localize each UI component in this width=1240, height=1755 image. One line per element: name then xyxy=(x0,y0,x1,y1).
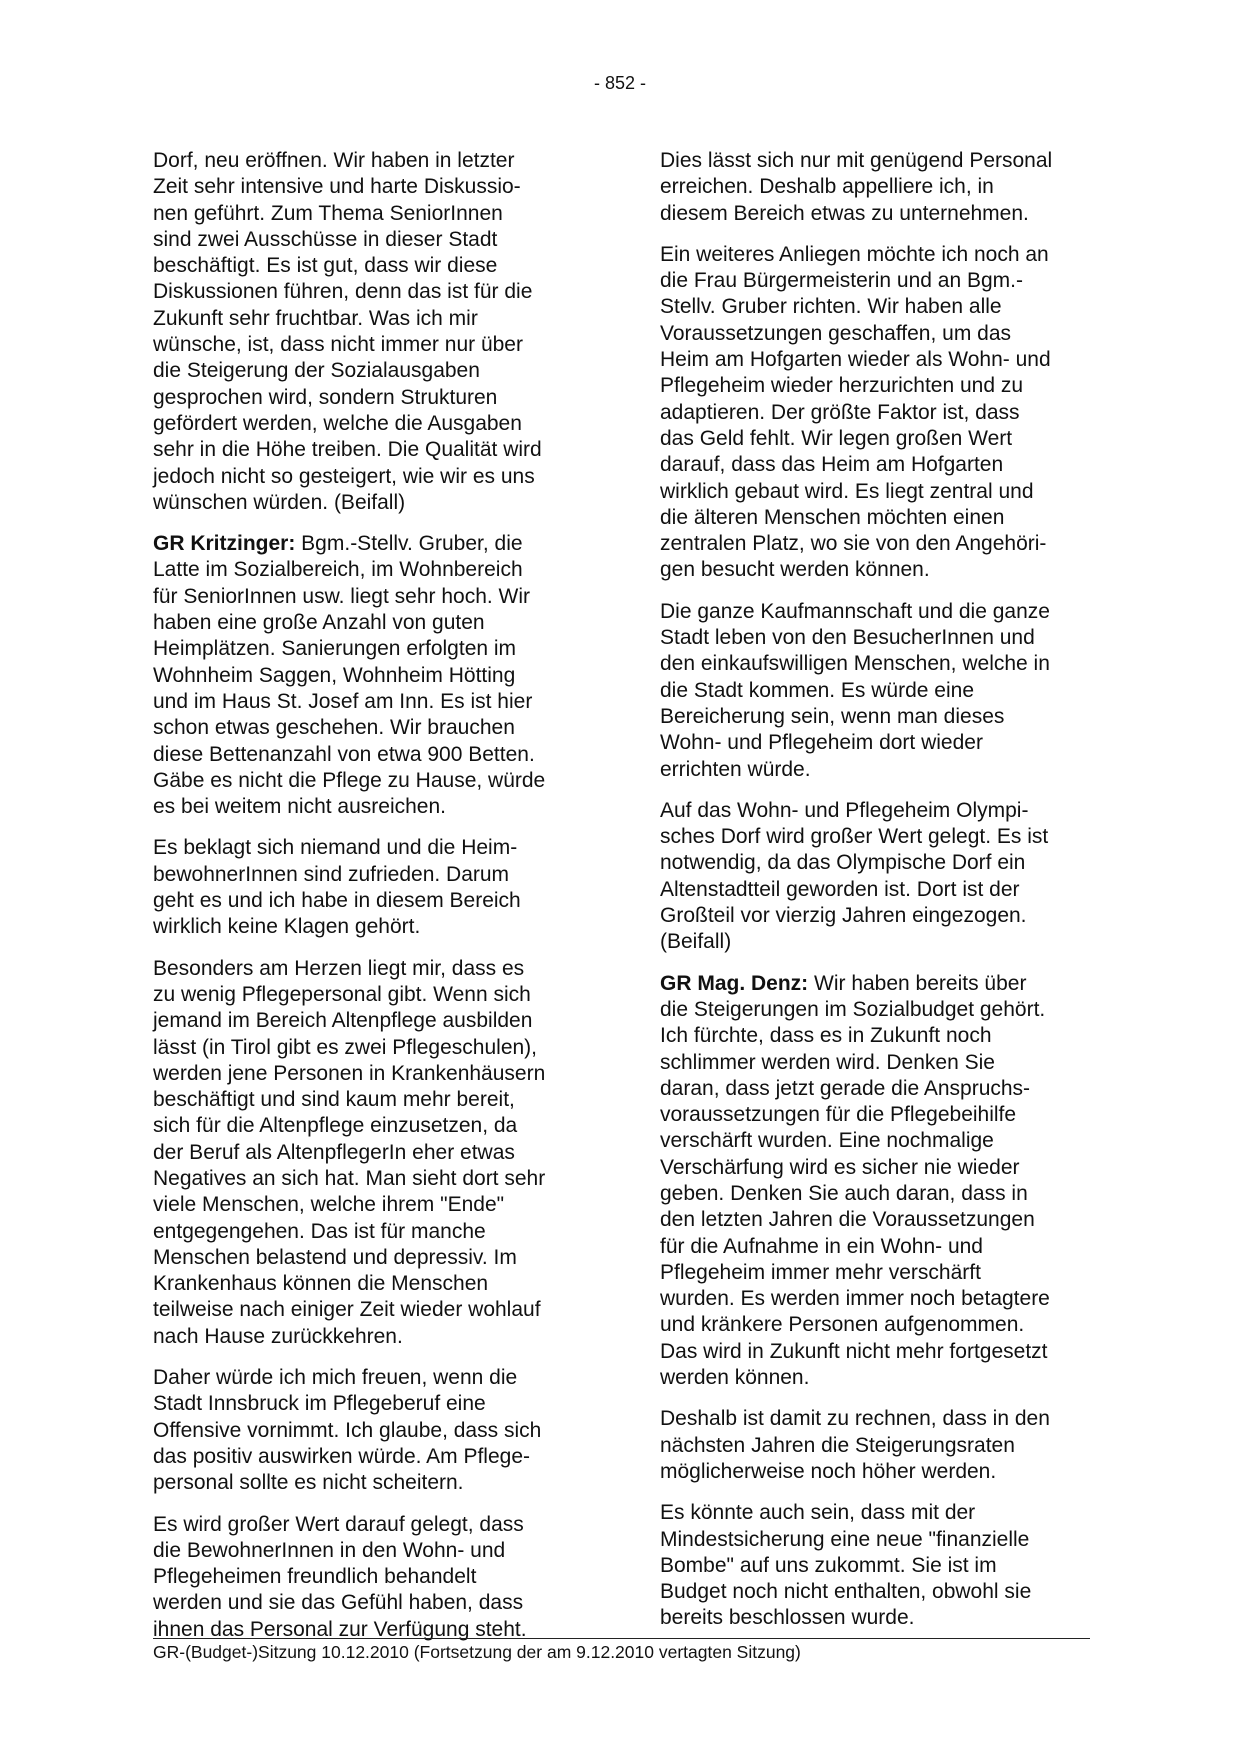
paragraph xyxy=(660,148,1092,227)
paragraph xyxy=(153,835,585,940)
paragraph-text: Daher würde ich mich freuen, wenn die Stadt Innsbruck im Pflegeberuf eine Offensive vornimmt. Ich glaube, dass sich das positiv auswirken würde. Am Pflege- personal sollte es nicht scheitern. xyxy=(153,1366,542,1495)
paragraph xyxy=(153,1512,585,1643)
paragraph xyxy=(660,599,1092,783)
paragraph xyxy=(660,1500,1092,1631)
paragraph xyxy=(660,242,1092,584)
right-column xyxy=(660,148,1092,1647)
paragraph-text: Die ganze Kaufmannschaft und die ganze Stadt leben von den BesucherInnen und den einkaufswilligen Menschen, welche in die Stadt kommen. Es würde eine Bereicherung sein, wenn man dieses Wohn- und Pflegeheim dort wieder errichten würde. xyxy=(660,599,1050,781)
footer-divider xyxy=(153,1638,1090,1639)
paragraph-text: Es wird großer Wert darauf gelegt, dass die BewohnerInnen in den Wohn- und Pflegeheimen freundlich behandelt werden und sie das Gefühl haben, dass ihnen das Personal zur Verfügung steht. xyxy=(153,1512,527,1641)
page-number: - 852 - xyxy=(593,73,647,93)
paragraph xyxy=(153,956,585,1350)
paragraph-text: Es beklagt sich niemand und die Heim- bewohnerInnen sind zufrieden. Darum geht es und ich habe in diesem Bereich wirklich keine Klagen gehört. xyxy=(153,836,521,939)
paragraph-text: Es könnte auch sein, dass mit der Mindestsicherung eine neue "finanzielle Bombe" auf uns zukommt. Sie ist im Budget noch nicht enthalten, obwohl sie bereits beschlossen wurde. xyxy=(660,1501,1032,1630)
footer-text: GR-(Budget-)Sitzung 10.12.2010 (Fortsetzung der am 9.12.2010 vertagten Sitzung) xyxy=(153,1642,801,1662)
paragraph-text: Dies lässt sich nur mit genügend Personal erreichen. Deshalb appelliere ich, in diesem Bereich etwas zu unternehmen. xyxy=(660,149,1053,225)
paragraph-text: Dorf, neu eröffnen. Wir haben in letzter Zeit sehr intensive und harte Diskussio- nen geführt. Zum Thema SeniorInnen sind zwei Ausschüsse in dieser Stadt beschäftigt. Es ist gut, dass wir diese Diskussionen führen, denn das ist für die Zukunft sehr fruchtbar. Was ich mir wünsche, ist, dass nicht immer nur über die Steigerung der Sozialausgaben gesprochen wird, sondern Strukturen gefördert werden, welche die Ausgaben sehr in die Höhe treiben. Die Qualität wird jedoch nicht so gesteigert, wie wir es uns wünschen würden. (Beifall) xyxy=(153,149,542,514)
speaker-name: GR Mag. Denz: xyxy=(660,971,809,995)
paragraph-text: Besonders am Herzen liegt mir, dass es zu wenig Pflegepersonal gibt. Wenn sich jemand im Bereich Altenpflege ausbilden lässt (in Tirol gibt es zwei Pflegeschulen), werden jene Personen in Krankenhäusern beschäftigt und sind kaum mehr bereit, sich für die Altenpflege einzusetzen, da der Beruf als AltenpflegerIn eher etwas Negatives an sich hat. Man sieht dort sehr viele Menschen, welche ihrem "Ende" entgegengehen. Das ist für manche Menschen belastend und depressiv. Im Krankenhaus können die Menschen teilweise nach einiger Zeit wieder wohlauf nach Hause zurückkehren. xyxy=(153,956,546,1348)
paragraph xyxy=(153,148,585,516)
paragraph xyxy=(660,798,1092,956)
paragraph-text: Bgm.-Stellv. Gruber, die Latte im Sozialbereich, im Wohnbereich für SeniorInnen usw. liegt sehr hoch. Wir haben eine große Anzahl von guten Heimplätzen. Sanierungen erfolgten im Wohnheim Saggen, Wohnheim Hötting und im Haus St. Josef am Inn. Es ist hier schon etwas geschehen. Wir brauchen diese Bettenanzahl von etwa 900 Betten. Gäbe es nicht die Pflege zu Hause, würde es bei weitem nicht ausreichen. xyxy=(153,532,546,819)
speaker-name: GR Kritzinger: xyxy=(153,532,296,556)
paragraph xyxy=(660,1406,1092,1485)
paragraph-text: Deshalb ist damit zu rechnen, dass in den nächsten Jahren die Steigerungsraten möglicherweise noch höher werden. xyxy=(660,1407,1050,1483)
paragraph-text: Auf das Wohn- und Pflegeheim Olympi- sches Dorf wird großer Wert gelegt. Es ist notwendig, da das Olympische Dorf ein Altenstadtteil geworden ist. Dort ist der Großteil vor vierzig Jahren eingezogen. (Beifall) xyxy=(660,798,1049,954)
paragraph xyxy=(153,1365,585,1496)
paragraph-text: Ein weiteres Anliegen möchte ich noch an die Frau Bürgermeisterin und an Bgm.- Stellv. Gruber richten. Wir haben alle Voraussetzungen geschaffen, um das Heim am Hofgarten wieder als Wohn- und Pflegeheim wieder herzurichten und zu adaptieren. Der größte Faktor ist, dass das Geld fehlt. Wir legen großen Wert darauf, dass das Heim am Hofgarten wirklich gebaut wird. Es liegt zentral und die älteren Menschen möchten einen zentralen Platz, wo sie von den Angehöri- gen besucht werden können. xyxy=(660,242,1051,582)
paragraph xyxy=(153,531,585,820)
paragraph-text: Wir haben bereits über die Steigerungen im Sozialbudget gehört. Ich fürchte, dass es in Zukunft noch schlimmer werden wird. Denken Sie daran, dass jetzt gerade die Anspruchs- voraussetzungen für die Pflegebeihilfe verschärft wurden. Eine nochmalige Verschärfung wird es sicher nie wieder geben. Denken Sie auch daran, dass in den letzten Jahren die Voraussetzungen für die Aufnahme in ein Wohn- und Pflegeheim immer mehr verschärft wurden. Es werden immer noch betagtere und kränkere Personen aufgenommen. Das wird in Zukunft nicht mehr fortgesetzt werden können. xyxy=(660,971,1050,1390)
paragraph xyxy=(660,971,1092,1392)
left-column xyxy=(153,148,585,1658)
